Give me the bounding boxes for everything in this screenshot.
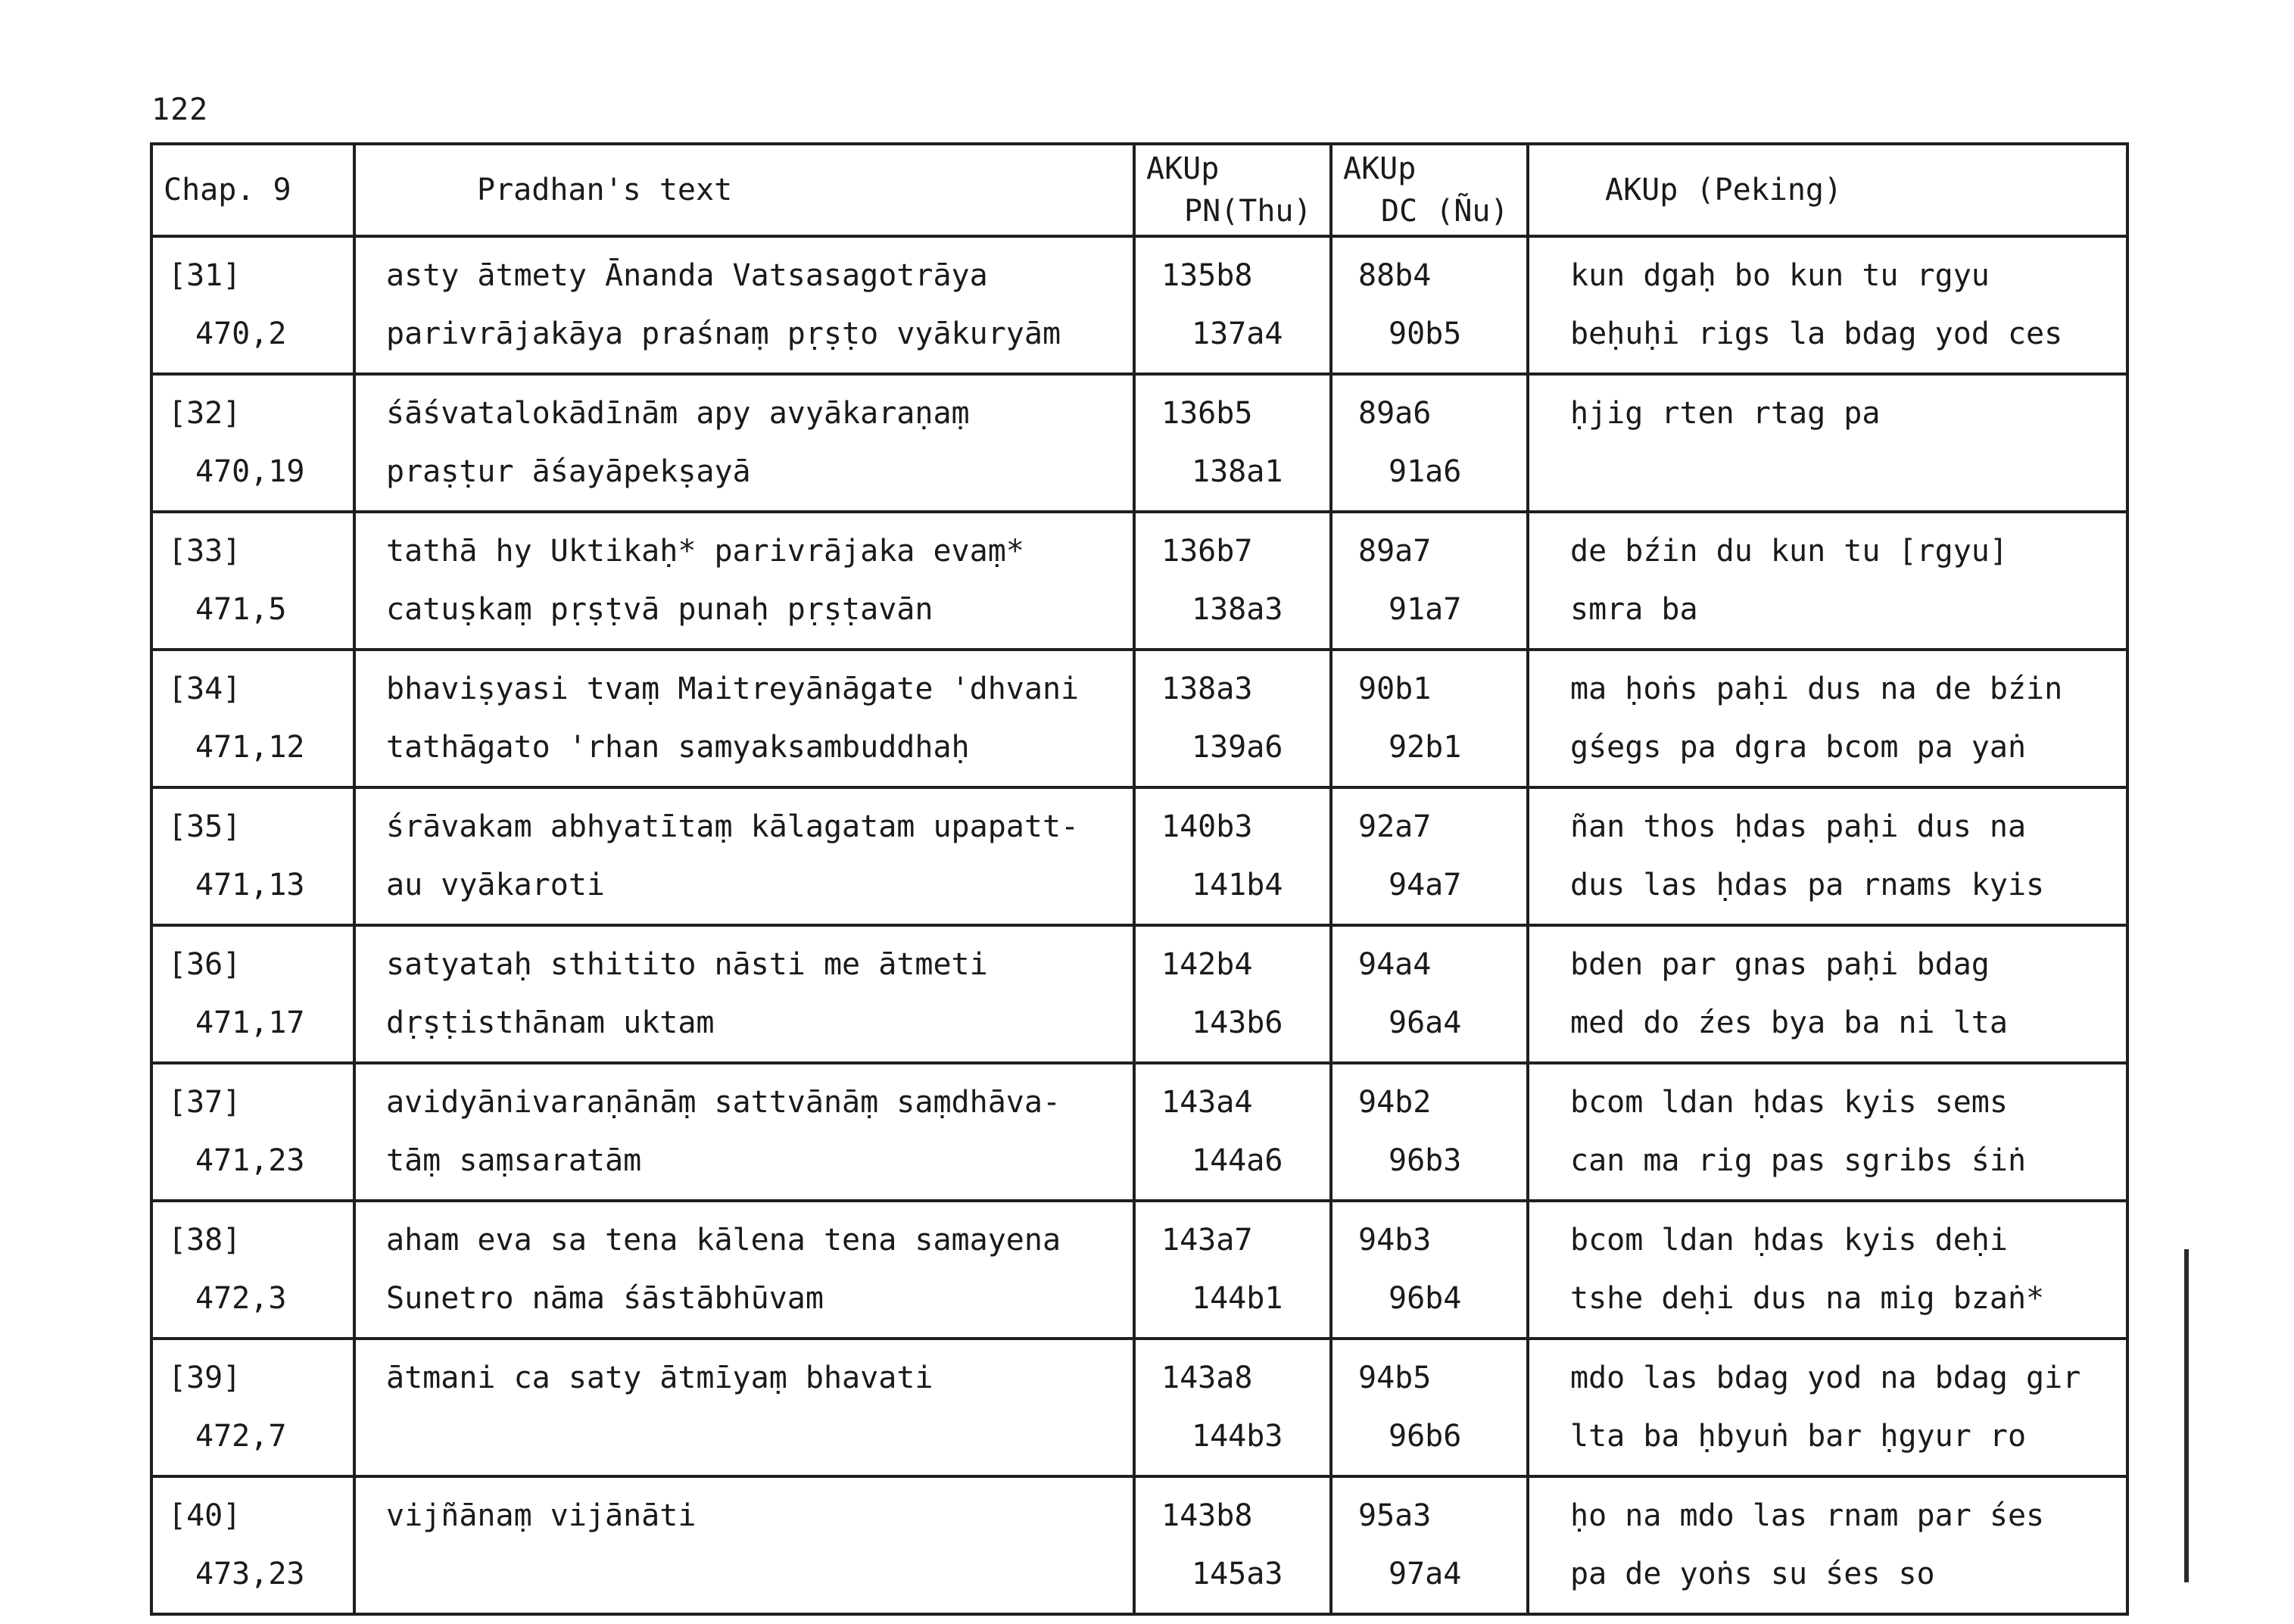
dc-ref-start: 88b4 bbox=[1358, 258, 1432, 293]
header-akup-peking: AKUp (Peking) bbox=[1528, 144, 2127, 236]
dc-ref-end: 96b4 bbox=[1389, 1281, 1462, 1316]
header-akup-dc-line2: DC (Ñu) bbox=[1381, 194, 1509, 229]
pn-ref-end: 138a3 bbox=[1192, 592, 1283, 627]
tibetan-line: tshe deḥi dus na mig bzaṅ* bbox=[1570, 1281, 2045, 1316]
sanskrit-line: parivrājakāya praśnaṃ pṛṣṭo vyākuryām bbox=[386, 316, 1061, 351]
chapter-number: [32] bbox=[168, 396, 242, 431]
dc-ref-start: 95a3 bbox=[1358, 1498, 1432, 1533]
table-row bbox=[151, 1063, 2127, 1201]
page-line-ref: 471,17 bbox=[195, 1005, 305, 1040]
pn-ref-start: 138a3 bbox=[1161, 672, 1253, 706]
chapter-ref-cell bbox=[151, 236, 354, 374]
pn-ref-cell bbox=[1134, 1201, 1331, 1339]
tibetan-line: med do źes bya ba ni lta bbox=[1570, 1005, 2008, 1040]
table-row bbox=[151, 512, 2127, 650]
sanskrit-line: dṛṣṭisthānam uktam bbox=[386, 1005, 715, 1040]
chapter-number: [39] bbox=[168, 1361, 242, 1395]
pn-ref-cell bbox=[1134, 512, 1331, 650]
header-row bbox=[151, 144, 2127, 236]
pn-ref-start: 140b3 bbox=[1161, 809, 1253, 844]
sanskrit-line: śāśvatalokādīnām apy avyākaraṇaṃ bbox=[386, 396, 970, 431]
header-akup-dc bbox=[1331, 144, 1528, 236]
sanskrit-line: avidyānivaraṇānāṃ sattvānāṃ saṃdhāva- bbox=[386, 1085, 1061, 1120]
sanskrit-text-cell bbox=[354, 1339, 1134, 1476]
dc-ref-cell bbox=[1331, 787, 1528, 925]
tibetan-line: gśegs pa dgra bcom pa yaṅ bbox=[1570, 730, 2027, 765]
sanskrit-text-cell bbox=[354, 650, 1134, 787]
header-akup-pn-line1: AKUp bbox=[1146, 151, 1220, 186]
dc-ref-end: 92b1 bbox=[1389, 730, 1462, 765]
page-line-ref: 471,13 bbox=[195, 868, 305, 902]
dc-ref-start: 94b3 bbox=[1358, 1223, 1432, 1258]
dc-ref-start: 94b5 bbox=[1358, 1361, 1432, 1395]
sanskrit-line: au vyākaroti bbox=[386, 868, 605, 902]
page-line-ref: 470,19 bbox=[195, 454, 305, 489]
sanskrit-text-cell bbox=[354, 1201, 1134, 1339]
chapter-ref-cell bbox=[151, 787, 354, 925]
tibetan-text-cell bbox=[1528, 787, 2127, 925]
tibetan-text-cell bbox=[1528, 374, 2127, 512]
pn-ref-end: 145a3 bbox=[1192, 1557, 1283, 1591]
tibetan-line: bden par gnas paḥi bdag bbox=[1570, 947, 1990, 982]
sanskrit-text-cell bbox=[354, 236, 1134, 374]
dc-ref-end: 94a7 bbox=[1389, 868, 1462, 902]
tibetan-line: dus las ḥdas pa rnams kyis bbox=[1570, 868, 2045, 902]
pn-ref-end: 141b4 bbox=[1192, 868, 1283, 902]
header-chapter: Chap. 9 bbox=[151, 144, 354, 236]
chapter-ref-cell bbox=[151, 1201, 354, 1339]
pn-ref-start: 135b8 bbox=[1161, 258, 1253, 293]
tibetan-line: ḥjig rten rtag pa bbox=[1570, 396, 1881, 431]
pn-ref-end: 144b3 bbox=[1192, 1419, 1283, 1454]
chapter-ref-cell bbox=[151, 1476, 354, 1614]
dc-ref-end: 96a4 bbox=[1389, 1005, 1462, 1040]
pn-ref-start: 136b7 bbox=[1161, 534, 1253, 569]
pn-ref-end: 138a1 bbox=[1192, 454, 1283, 489]
pn-ref-cell bbox=[1134, 1476, 1331, 1614]
pn-ref-end: 144a6 bbox=[1192, 1143, 1283, 1178]
tibetan-line: pa de yoṅs su śes so bbox=[1570, 1557, 1935, 1591]
sanskrit-text-cell bbox=[354, 787, 1134, 925]
tibetan-line: lta ba ḥbyuṅ bar ḥgyur ro bbox=[1570, 1419, 2027, 1454]
chapter-number: [38] bbox=[168, 1223, 242, 1258]
pn-ref-cell bbox=[1134, 650, 1331, 787]
chapter-ref-cell bbox=[151, 650, 354, 787]
dc-ref-start: 92a7 bbox=[1358, 809, 1432, 844]
chapter-ref-cell bbox=[151, 1339, 354, 1476]
pn-ref-cell bbox=[1134, 1063, 1331, 1201]
tibetan-text-cell bbox=[1528, 1063, 2127, 1201]
dc-ref-start: 94b2 bbox=[1358, 1085, 1432, 1120]
dc-ref-end: 96b3 bbox=[1389, 1143, 1462, 1178]
sanskrit-line: praṣṭur āśayāpekṣayā bbox=[386, 454, 751, 489]
dc-ref-cell bbox=[1331, 1063, 1528, 1201]
chapter-ref-cell bbox=[151, 512, 354, 650]
page-line-ref: 470,2 bbox=[195, 316, 287, 351]
tibetan-line: ma ḥoṅs paḥi dus na de bźin bbox=[1570, 672, 2063, 706]
chapter-number: [40] bbox=[168, 1498, 242, 1533]
page-number: 122 bbox=[151, 92, 209, 127]
sanskrit-line: bhaviṣyasi tvaṃ Maitreyānāgate 'dhvani bbox=[386, 672, 1080, 706]
page-line-ref: 471,23 bbox=[195, 1143, 305, 1178]
chapter-number: [37] bbox=[168, 1085, 242, 1120]
sanskrit-text-cell bbox=[354, 512, 1134, 650]
sanskrit-line bbox=[366, 1545, 1122, 1604]
tibetan-text-cell bbox=[1528, 512, 2127, 650]
header-pradhan-text: Pradhan's text bbox=[354, 144, 1134, 236]
pn-ref-cell bbox=[1134, 1339, 1331, 1476]
concordance-table bbox=[150, 142, 2129, 1616]
chapter-ref-cell bbox=[151, 925, 354, 1063]
pn-ref-end: 139a6 bbox=[1192, 730, 1283, 765]
chapter-ref-cell bbox=[151, 374, 354, 512]
pn-ref-start: 143b8 bbox=[1161, 1498, 1253, 1533]
table-row bbox=[151, 787, 2127, 925]
page-line-ref: 472,7 bbox=[195, 1419, 287, 1454]
sanskrit-line: satyataḥ sthitito nāsti me ātmeti bbox=[386, 947, 988, 982]
dc-ref-end: 91a6 bbox=[1389, 454, 1462, 489]
chapter-number: [34] bbox=[168, 672, 242, 706]
table-row bbox=[151, 1201, 2127, 1339]
tibetan-line: kun dgaḥ bo kun tu rgyu bbox=[1570, 258, 1990, 293]
tibetan-line: mdo las bdag yod na bdag gir bbox=[1570, 1361, 2081, 1395]
sanskrit-line: śrāvakam abhyatītaṃ kālagatam upapatt- bbox=[386, 809, 1080, 844]
chapter-ref-cell bbox=[151, 1063, 354, 1201]
table-row bbox=[151, 1339, 2127, 1476]
dc-ref-cell bbox=[1331, 650, 1528, 787]
sanskrit-line bbox=[366, 1407, 1122, 1466]
tibetan-text-cell bbox=[1528, 1476, 2127, 1614]
tibetan-line: can ma rig pas sgribs śiṅ bbox=[1570, 1143, 2027, 1178]
pn-ref-start: 143a8 bbox=[1161, 1361, 1253, 1395]
header-akup-dc-line1: AKUp bbox=[1343, 151, 1417, 186]
sanskrit-line: ātmani ca saty ātmīyaṃ bhavati bbox=[386, 1361, 933, 1395]
chapter-number: [31] bbox=[168, 258, 242, 293]
tibetan-line: ñan thos ḥdas paḥi dus na bbox=[1570, 809, 2027, 844]
page-line-ref: 471,5 bbox=[195, 592, 287, 627]
tibetan-line: bcom ldan ḥdas kyis sems bbox=[1570, 1085, 2008, 1120]
pn-ref-start: 143a7 bbox=[1161, 1223, 1253, 1258]
dc-ref-end: 97a4 bbox=[1389, 1557, 1462, 1591]
page-line-ref: 472,3 bbox=[195, 1281, 287, 1316]
tibetan-line: ḥo na mdo las rnam par śes bbox=[1570, 1498, 2045, 1533]
pn-ref-start: 142b4 bbox=[1161, 947, 1253, 982]
sanskrit-text-cell bbox=[354, 925, 1134, 1063]
tibetan-text-cell bbox=[1528, 236, 2127, 374]
dc-ref-end: 91a7 bbox=[1389, 592, 1462, 627]
pn-ref-start: 143a4 bbox=[1161, 1085, 1253, 1120]
sanskrit-text-cell bbox=[354, 374, 1134, 512]
sanskrit-line: vijñānaṃ vijānāti bbox=[386, 1498, 697, 1533]
dc-ref-start: 89a6 bbox=[1358, 396, 1432, 431]
dc-ref-cell bbox=[1331, 925, 1528, 1063]
pn-ref-cell bbox=[1134, 236, 1331, 374]
chapter-number: [35] bbox=[168, 809, 242, 844]
pn-ref-end: 144b1 bbox=[1192, 1281, 1283, 1316]
pn-ref-end: 137a4 bbox=[1192, 316, 1283, 351]
table-row bbox=[151, 236, 2127, 374]
dc-ref-start: 89a7 bbox=[1358, 534, 1432, 569]
tibetan-text-cell bbox=[1528, 925, 2127, 1063]
dc-ref-cell bbox=[1331, 512, 1528, 650]
tibetan-text-cell bbox=[1528, 1339, 2127, 1476]
table-row bbox=[151, 650, 2127, 787]
sanskrit-text-cell bbox=[354, 1476, 1134, 1614]
dc-ref-cell bbox=[1331, 374, 1528, 512]
pn-ref-cell bbox=[1134, 925, 1331, 1063]
sanskrit-line: tathāgato 'rhan samyaksambuddhaḥ bbox=[386, 730, 970, 765]
tibetan-line: de bźin du kun tu [rgyu] bbox=[1570, 534, 2008, 569]
page-line-ref: 471,12 bbox=[195, 730, 305, 765]
header-akup-pn-line2: PN(Thu) bbox=[1184, 194, 1312, 229]
pn-ref-end: 143b6 bbox=[1192, 1005, 1283, 1040]
sanskrit-text-cell bbox=[354, 1063, 1134, 1201]
dc-ref-cell bbox=[1331, 1476, 1528, 1614]
tibetan-line: beḥuḥi rigs la bdag yod ces bbox=[1570, 316, 2063, 351]
tibetan-text-cell bbox=[1528, 650, 2127, 787]
sanskrit-line: asty ātmety Ānanda Vatsasagotrāya bbox=[386, 258, 988, 293]
dc-ref-end: 90b5 bbox=[1389, 316, 1462, 351]
chapter-number: [36] bbox=[168, 947, 242, 982]
pn-ref-start: 136b5 bbox=[1161, 396, 1253, 431]
tibetan-line: smra ba bbox=[1570, 592, 1698, 627]
dc-ref-end: 96b6 bbox=[1389, 1419, 1462, 1454]
dc-ref-start: 90b1 bbox=[1358, 672, 1432, 706]
table-row bbox=[151, 374, 2127, 512]
sanskrit-line: tathā hy Uktikaḥ* parivrājaka evaṃ* bbox=[386, 534, 1024, 569]
dc-ref-start: 94a4 bbox=[1358, 947, 1432, 982]
sanskrit-line: catuṣkaṃ pṛṣṭvā punaḥ pṛṣṭavān bbox=[386, 592, 933, 627]
dc-ref-cell bbox=[1331, 1339, 1528, 1476]
table-row bbox=[151, 1476, 2127, 1614]
header-akup-pn bbox=[1134, 144, 1331, 236]
tibetan-line: bcom ldan ḥdas kyis deḥi bbox=[1570, 1223, 2008, 1258]
dc-ref-cell bbox=[1331, 1201, 1528, 1339]
table-row bbox=[151, 925, 2127, 1063]
pn-ref-cell bbox=[1134, 374, 1331, 512]
dc-ref-cell bbox=[1331, 236, 1528, 374]
tibetan-text-cell bbox=[1528, 1201, 2127, 1339]
tibetan-line bbox=[1540, 443, 2115, 501]
chapter-number: [33] bbox=[168, 534, 242, 569]
pn-ref-cell bbox=[1134, 787, 1331, 925]
sanskrit-line: aham eva sa tena kālena tena samayena bbox=[386, 1223, 1061, 1258]
margin-binding-line bbox=[2184, 1249, 2189, 1582]
sanskrit-line: Sunetro nāma śāstābhūvam bbox=[386, 1281, 824, 1316]
page-line-ref: 473,23 bbox=[195, 1557, 305, 1591]
sanskrit-line: tāṃ saṃsaratām bbox=[386, 1143, 642, 1178]
